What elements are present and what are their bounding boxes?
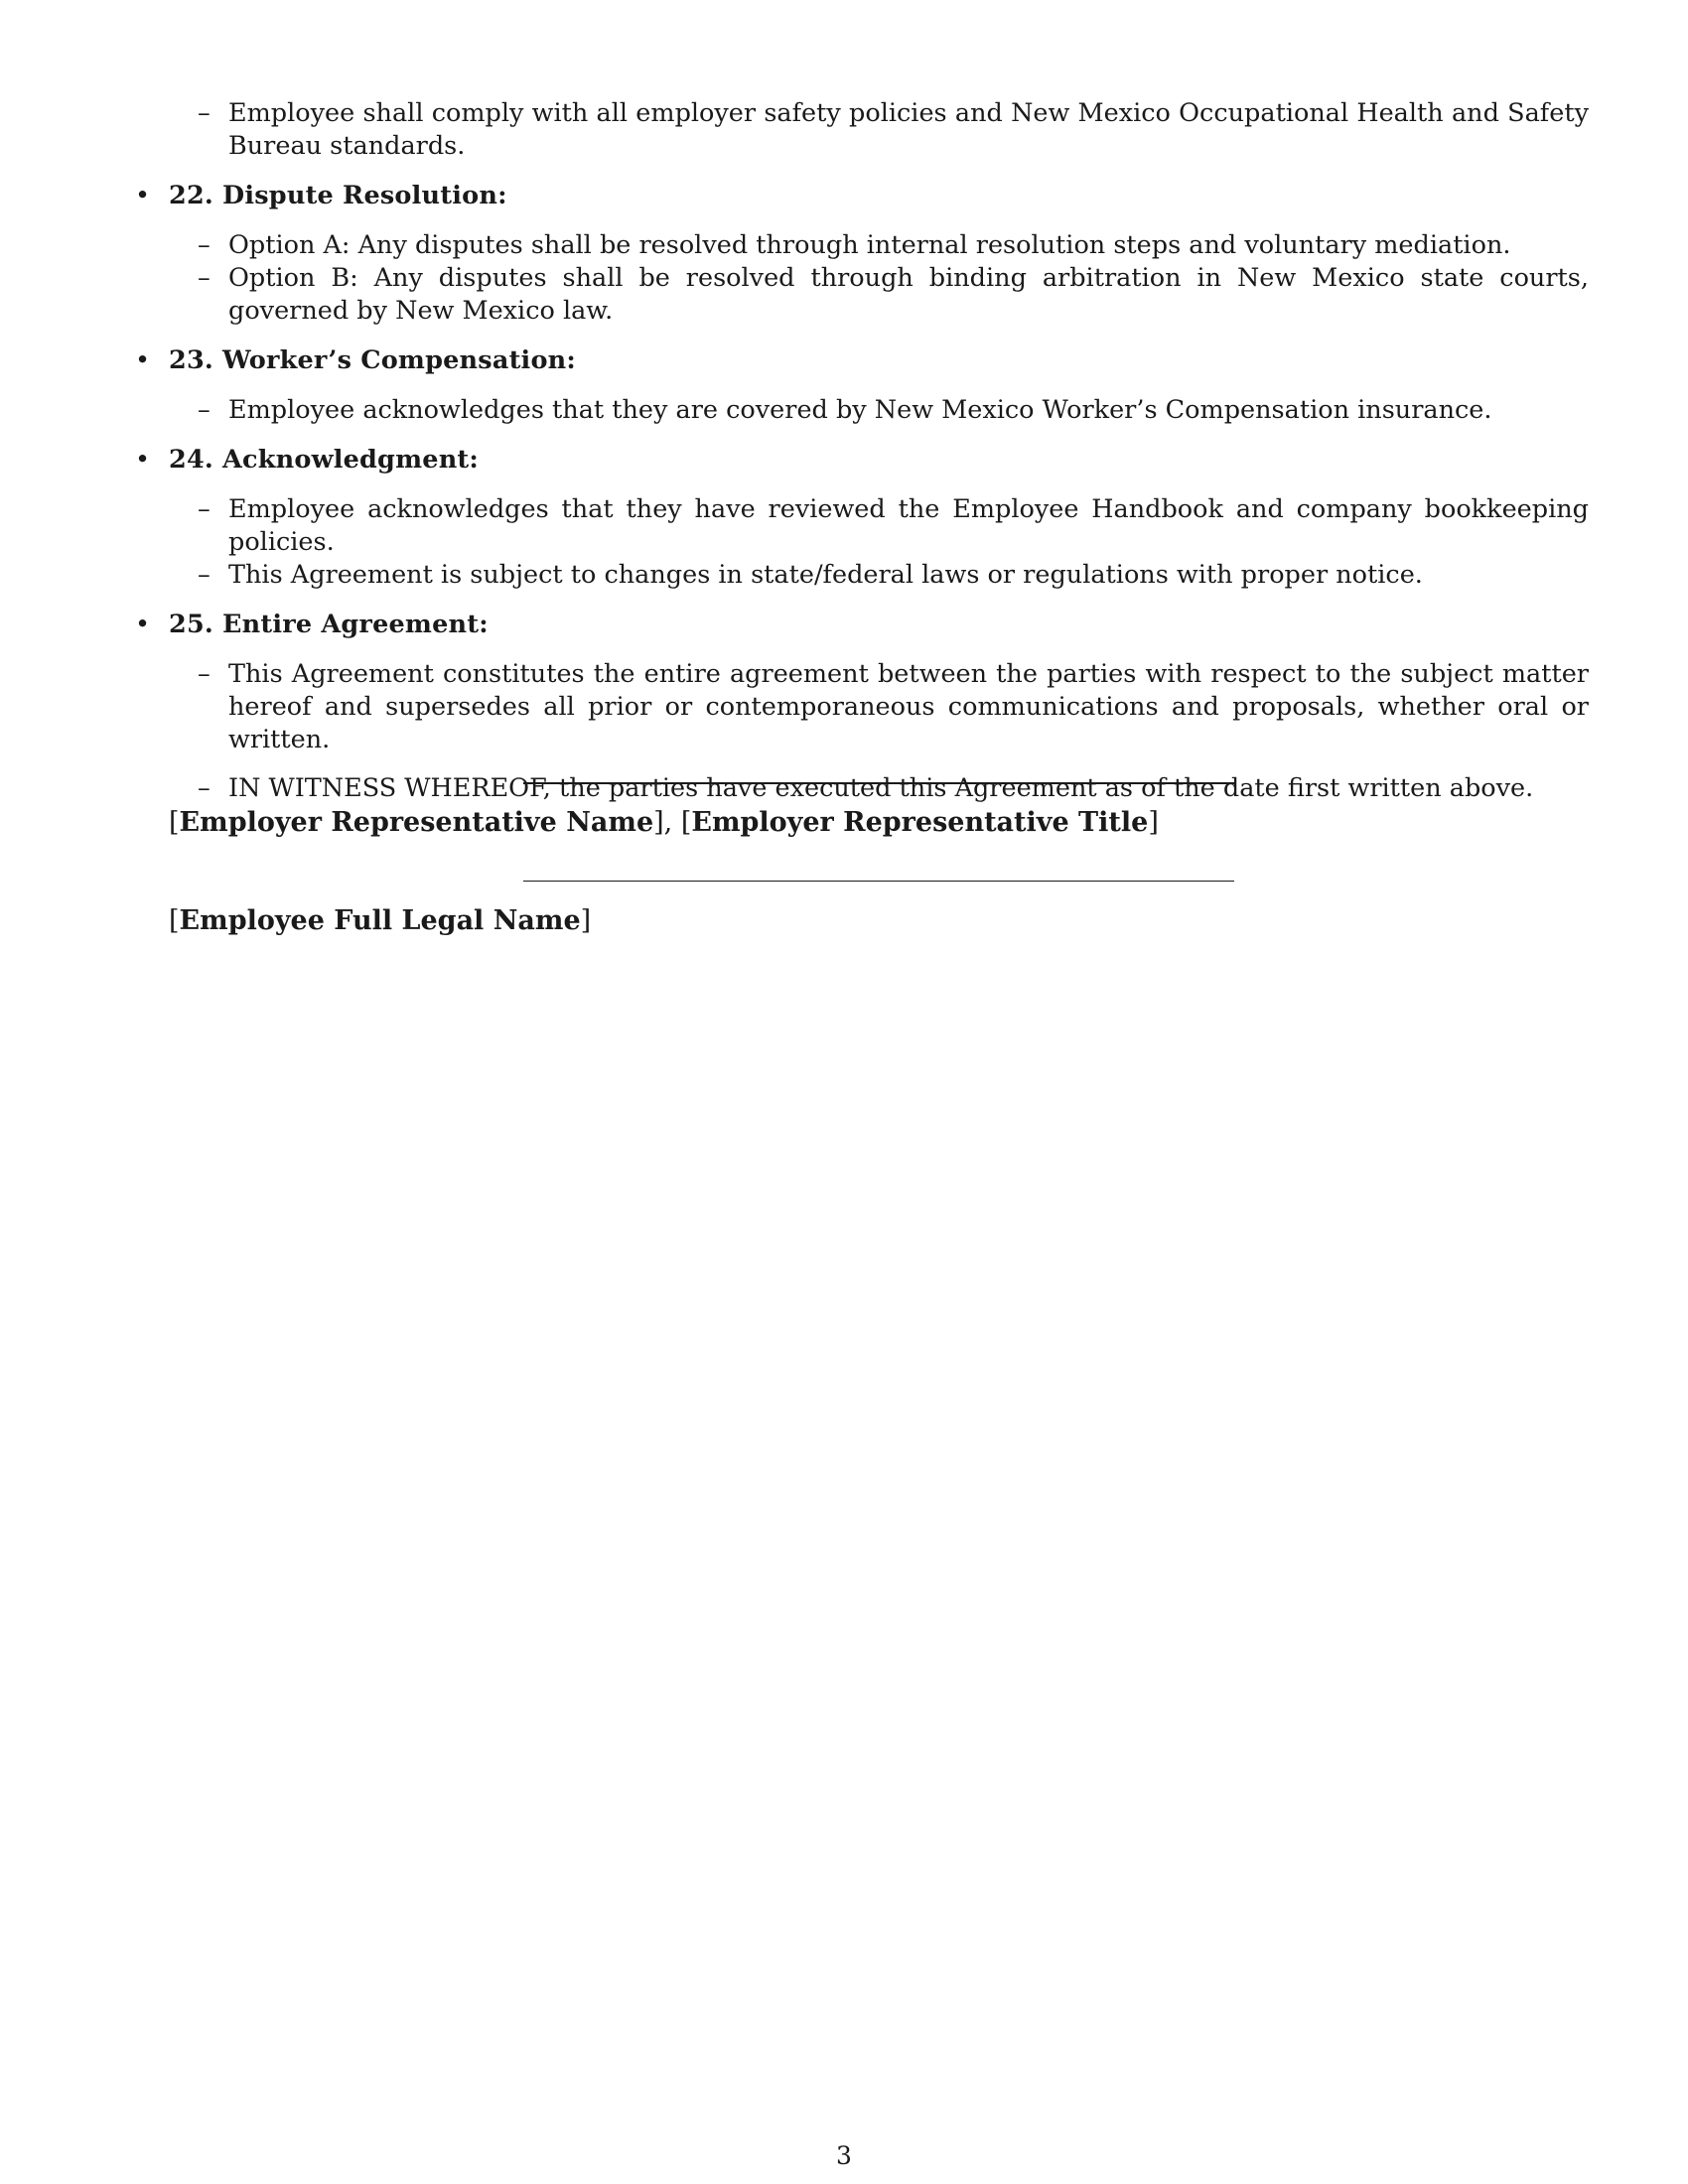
list-item-text: Option B: Any disputes shall be resolved through binding arbitration in New Mexico state courts, governed by New Mexico law.	[228, 263, 1589, 326]
page-content	[129, 97, 1589, 805]
dash-marker: –	[198, 773, 211, 803]
employer-rep-title: Employer Representative Title	[691, 807, 1149, 838]
dash-marker: –	[198, 494, 211, 524]
list-item	[129, 559, 1589, 592]
section-heading-text: 23. Worker’s Compensation:	[169, 345, 576, 375]
list-item-text: IN WITNESS WHEREOF, the parties have executed this Agreement as of the date first written above.	[228, 773, 1534, 803]
list-item	[129, 493, 1589, 559]
list-item	[129, 658, 1589, 756]
name-separator: ,	[663, 807, 681, 838]
list-item-text: This Agreement is subject to changes in state/federal laws or regulations with proper notice.	[228, 560, 1423, 590]
section-heading-text: 25. Entire Agreement:	[169, 610, 489, 639]
dash-marker: –	[198, 560, 211, 590]
section-heading-23	[129, 344, 1589, 377]
bullet-marker: •	[135, 445, 151, 475]
employer-signature-name: [Employer Representative Name], [Employer Representative Title]	[169, 807, 1159, 838]
dash-marker: –	[198, 98, 211, 128]
section-heading-25	[129, 609, 1589, 641]
section-heading-22	[129, 180, 1589, 212]
employer-signature-line	[523, 782, 1234, 784]
dash-marker: –	[198, 263, 211, 293]
section-heading-text: 22. Dispute Resolution:	[169, 181, 507, 210]
dash-marker: –	[198, 395, 211, 425]
dash-marker: –	[198, 230, 211, 260]
dash-marker: –	[198, 659, 211, 689]
bullet-marker: •	[135, 181, 151, 210]
employee-signature-line	[523, 881, 1234, 882]
list-item	[129, 229, 1589, 262]
employee-name: Employee Full Legal Name	[179, 905, 581, 936]
list-item	[129, 97, 1589, 163]
list-item-text: This Agreement constitutes the entire agreement between the parties with respect to the subject matter hereof and supersedes all prior or contemporaneous communications and proposals, whether oral or written.	[228, 659, 1589, 754]
page-number: 3	[836, 2141, 852, 2170]
list-item	[129, 262, 1589, 328]
list-item-text: Employee acknowledges that they are covered by New Mexico Worker’s Compensation insurance.	[228, 395, 1492, 425]
bullet-marker: •	[135, 345, 151, 375]
list-item-text: Employee shall comply with all employer safety policies and New Mexico Occupational Health and Safety Bureau standards.	[228, 98, 1589, 161]
list-item-text: Option A: Any disputes shall be resolved through internal resolution steps and voluntary mediation.	[228, 230, 1511, 260]
employee-signature-name: [Employee Full Legal Name]	[169, 905, 592, 936]
employer-rep-name: Employer Representative Name	[179, 807, 654, 838]
list-item	[129, 394, 1589, 427]
section-heading-24	[129, 444, 1589, 477]
list-item-text: Employee acknowledges that they have reviewed the Employee Handbook and company bookkeeping policies.	[228, 494, 1589, 557]
bullet-marker: •	[135, 610, 151, 639]
section-heading-text: 24. Acknowledgment:	[169, 445, 480, 475]
spacer	[129, 756, 1589, 772]
list-item	[129, 772, 1589, 805]
